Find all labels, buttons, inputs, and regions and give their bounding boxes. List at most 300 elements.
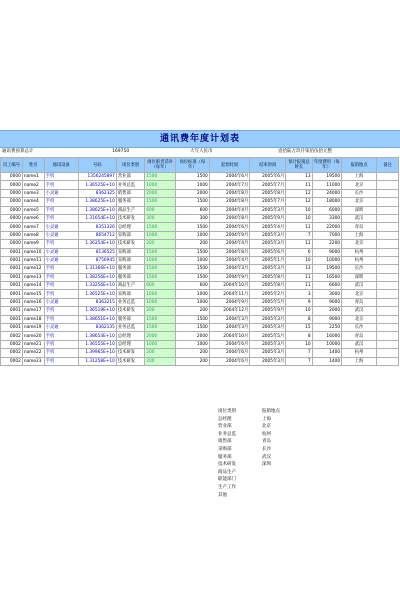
table-cell[interactable]: 8 <box>286 315 312 323</box>
table-cell[interactable]: 9000 <box>312 248 342 256</box>
table-cell[interactable]: 手机 <box>44 173 78 181</box>
table-cell[interactable]: 武汉 <box>342 282 377 290</box>
table-cell[interactable] <box>377 248 399 256</box>
table-cell[interactable]: 6 <box>286 248 312 256</box>
table-cell[interactable]: 长沙 <box>342 265 377 273</box>
table-cell[interactable]: 1500 <box>175 265 209 273</box>
table-cell[interactable]: 北京 <box>342 198 377 206</box>
table-cell[interactable]: 7 <box>286 357 312 365</box>
table-cell[interactable]: name9 <box>22 240 44 248</box>
table-cell[interactable]: 1000 <box>175 290 209 298</box>
table-cell[interactable]: 2005年9月 <box>250 214 286 222</box>
table-cell[interactable]: 杭州 <box>342 349 377 357</box>
table-cell[interactable]: 长沙 <box>342 189 377 197</box>
table-cell[interactable]: 1.38625E+10 <box>78 198 116 206</box>
table-cell[interactable]: 200 <box>145 349 176 357</box>
table-cell[interactable] <box>377 231 399 239</box>
col-header[interactable]: 通讯设备 <box>44 158 78 173</box>
table-cell[interactable]: 11 <box>286 282 312 290</box>
table-cell[interactable]: 青岛 <box>342 223 377 231</box>
table-cell[interactable]: 上海 <box>342 357 377 365</box>
table-cell[interactable]: 2000 <box>175 189 209 197</box>
table-cell[interactable]: name8 <box>22 231 44 239</box>
table-cell[interactable] <box>377 324 399 332</box>
table-cell[interactable] <box>377 223 399 231</box>
table-cell[interactable]: 1000 <box>145 256 176 264</box>
table-cell[interactable]: name23 <box>22 357 44 365</box>
table-cell[interactable]: 11 <box>286 223 312 231</box>
table-cell[interactable]: 手机 <box>44 273 78 281</box>
table-cell[interactable]: 技术研发 <box>116 349 144 357</box>
table-cell[interactable]: 1500 <box>145 315 176 323</box>
table-cell[interactable]: 2004年8月 <box>209 248 249 256</box>
table-cell[interactable]: 0001 <box>1 298 23 306</box>
table-cell[interactable]: 13 <box>286 173 312 181</box>
table-cell[interactable]: 1.38651E+10 <box>78 315 116 323</box>
table-cell[interactable]: 0001 <box>1 307 23 315</box>
col-header[interactable]: 年度费用（每年） <box>312 158 342 173</box>
table-cell[interactable]: name19 <box>22 324 44 332</box>
table-cell[interactable]: 2005年2月 <box>250 290 286 298</box>
table-cell[interactable]: 10 <box>286 214 312 222</box>
table-cell[interactable]: 小灵通 <box>44 223 78 231</box>
table-cell[interactable]: 200 <box>175 240 209 248</box>
table-cell[interactable]: 8 <box>286 332 312 340</box>
table-cell[interactable]: 10 <box>286 256 312 264</box>
table-cell[interactable]: name5 <box>22 206 44 214</box>
table-cell[interactable] <box>377 307 399 315</box>
table-cell[interactable]: 2004年8月 <box>209 198 249 206</box>
table-cell[interactable]: 采购部 <box>116 290 144 298</box>
table-cell[interactable]: 2005年3月 <box>250 206 286 214</box>
table-cell[interactable]: 0001 <box>1 256 23 264</box>
table-cell[interactable]: 杭州 <box>342 248 377 256</box>
table-cell[interactable]: 22000 <box>312 223 342 231</box>
table-cell[interactable]: 北京 <box>342 290 377 298</box>
table-cell[interactable]: name15 <box>22 290 44 298</box>
table-cell[interactable]: 2000 <box>145 189 176 197</box>
table-cell[interactable]: name1 <box>22 173 44 181</box>
table-cell[interactable]: 2005年8月 <box>250 273 286 281</box>
table-cell[interactable]: 1000 <box>145 340 176 348</box>
table-cell[interactable]: 0000 <box>1 198 23 206</box>
table-cell[interactable]: 采购部 <box>116 256 144 264</box>
table-cell[interactable]: 杭州 <box>342 256 377 264</box>
table-cell[interactable]: name22 <box>22 349 44 357</box>
table-cell[interactable]: 10 <box>286 206 312 214</box>
table-cell[interactable]: 深圳 <box>342 206 377 214</box>
table-cell[interactable] <box>377 173 399 181</box>
table-cell[interactable]: 2200 <box>312 240 342 248</box>
table-cell[interactable]: 采购部 <box>116 231 144 239</box>
table-cell[interactable]: 10000 <box>312 256 342 264</box>
col-header[interactable]: 员工编号 <box>1 158 23 173</box>
table-cell[interactable]: 1.31654E+10 <box>78 214 116 222</box>
col-header[interactable]: 报销地点 <box>342 158 377 173</box>
table-cell[interactable]: 0000 <box>1 231 23 239</box>
table-cell[interactable]: 1000 <box>145 290 176 298</box>
table-cell[interactable] <box>377 206 399 214</box>
table-cell[interactable]: 1000 <box>175 340 209 348</box>
col-header[interactable]: 岗位标准（每年） <box>175 158 209 173</box>
table-cell[interactable]: 上海 <box>342 231 377 239</box>
table-cell[interactable]: 手机 <box>44 349 78 357</box>
table-cell[interactable]: 1500 <box>175 173 209 181</box>
table-cell[interactable]: 0001 <box>1 273 23 281</box>
table-cell[interactable]: 200 <box>145 357 176 365</box>
table-cell[interactable]: 手机 <box>44 214 78 222</box>
table-cell[interactable] <box>377 189 399 197</box>
table-cell[interactable]: 手机 <box>44 206 78 214</box>
table-cell[interactable]: 1000 <box>145 298 176 306</box>
table-cell[interactable]: 16000 <box>312 332 342 340</box>
table-cell[interactable]: 1500 <box>175 198 209 206</box>
table-cell[interactable] <box>377 273 399 281</box>
table-cell[interactable]: 2004年12月 <box>209 307 249 315</box>
table-cell[interactable]: 8351326 <box>78 223 116 231</box>
table-cell[interactable]: 0000 <box>1 214 23 222</box>
table-cell[interactable]: name10 <box>22 248 44 256</box>
table-cell[interactable]: 8363215 <box>78 298 116 306</box>
table-cell[interactable]: 2004年6月 <box>209 349 249 357</box>
table-cell[interactable]: 1500 <box>175 315 209 323</box>
table-cell[interactable]: 手机 <box>44 181 78 189</box>
table-cell[interactable]: 2004年6月 <box>209 357 249 365</box>
table-cell[interactable]: 2004年10月 <box>209 282 249 290</box>
table-cell[interactable]: 10 <box>286 307 312 315</box>
table-cell[interactable]: 9000 <box>312 315 342 323</box>
table-cell[interactable]: 8756945 <box>78 256 116 264</box>
table-cell[interactable]: 10000 <box>312 340 342 348</box>
table-cell[interactable]: 业务总监 <box>116 324 144 332</box>
table-cell[interactable]: 600 <box>145 282 176 290</box>
table-cell[interactable] <box>377 256 399 264</box>
table-cell[interactable]: 2004年10月 <box>209 332 249 340</box>
table-cell[interactable]: 青岛 <box>342 298 377 306</box>
table-cell[interactable]: 2004年3月 <box>209 324 249 332</box>
col-header[interactable]: 起始时间 <box>209 158 249 173</box>
table-cell[interactable]: 7 <box>286 349 312 357</box>
table-cell[interactable]: name4 <box>22 198 44 206</box>
table-cell[interactable]: 7 <box>286 231 312 239</box>
table-cell[interactable]: 19500 <box>312 265 342 273</box>
table-cell[interactable]: 采购部 <box>116 248 144 256</box>
col-header[interactable]: 岗位类别 <box>116 158 144 173</box>
table-cell[interactable]: name7 <box>22 223 44 231</box>
table-cell[interactable]: 2004年11月 <box>209 290 249 298</box>
table-cell[interactable]: 18000 <box>312 198 342 206</box>
table-cell[interactable]: 2000 <box>312 307 342 315</box>
table-cell[interactable]: 2005年8月 <box>250 189 286 197</box>
table-cell[interactable]: 2005年3月 <box>250 231 286 239</box>
table-cell[interactable]: 总经理 <box>116 332 144 340</box>
table-cell[interactable]: 手机 <box>44 198 78 206</box>
table-cell[interactable]: 0000 <box>1 173 23 181</box>
table-cell[interactable]: 0001 <box>1 265 23 273</box>
table-cell[interactable]: 小灵通 <box>44 324 78 332</box>
table-cell[interactable]: 200 <box>175 349 209 357</box>
table-cell[interactable]: name20 <box>22 332 44 340</box>
table-cell[interactable]: 2004年8月 <box>209 214 249 222</box>
table-cell[interactable] <box>377 357 399 365</box>
table-cell[interactable]: 2004年6月 <box>209 223 249 231</box>
table-cell[interactable]: 2004年7月 <box>209 181 249 189</box>
table-cell[interactable]: 0000 <box>1 206 23 214</box>
table-cell[interactable]: 0001 <box>1 315 23 323</box>
table-cell[interactable]: 服务部 <box>116 273 144 281</box>
table-cell[interactable]: 2004年6月 <box>209 173 249 181</box>
table-cell[interactable]: 2004年3月 <box>209 265 249 273</box>
table-cell[interactable]: 1000 <box>175 256 209 264</box>
table-cell[interactable]: 1500 <box>175 324 209 332</box>
table-cell[interactable]: 1.38654E+10 <box>78 332 116 340</box>
table-cell[interactable]: 2005年7月 <box>250 198 286 206</box>
table-cell[interactable]: 上海 <box>342 173 377 181</box>
col-header[interactable]: 姓名 <box>22 158 44 173</box>
table-cell[interactable]: 1500 <box>145 223 176 231</box>
table-cell[interactable]: 武汉 <box>342 214 377 222</box>
table-cell[interactable]: name16 <box>22 298 44 306</box>
table-cell[interactable]: 12 <box>286 198 312 206</box>
table-cell[interactable]: 2004年4月 <box>209 256 249 264</box>
table-cell[interactable]: name12 <box>22 265 44 273</box>
col-header[interactable]: 号码 <box>78 158 116 173</box>
table-cell[interactable]: 13 <box>286 265 312 273</box>
table-cell[interactable]: 3 <box>286 290 312 298</box>
table-cell[interactable]: 1500 <box>145 265 176 273</box>
table-cell[interactable]: 2005年3月 <box>250 315 286 323</box>
table-cell[interactable]: 1500 <box>175 273 209 281</box>
table-cell[interactable]: 1.36254E+10 <box>78 240 116 248</box>
table-cell[interactable]: 200 <box>175 307 209 315</box>
table-cell[interactable]: name2 <box>22 181 44 189</box>
table-cell[interactable]: 1000 <box>175 231 209 239</box>
table-cell[interactable]: 业务总监 <box>116 181 144 189</box>
table-cell[interactable]: 3000 <box>312 290 342 298</box>
table-cell[interactable]: 2005年3月 <box>250 349 286 357</box>
table-cell[interactable]: 1.33256E+10 <box>78 282 116 290</box>
table-cell[interactable]: 1000 <box>145 231 176 239</box>
table-cell[interactable] <box>377 290 399 298</box>
table-cell[interactable]: 2005年3月 <box>250 340 286 348</box>
table-cell[interactable]: 1500 <box>175 248 209 256</box>
table-cell[interactable]: 1400 <box>312 357 342 365</box>
table-cell[interactable]: 服务部 <box>116 198 144 206</box>
table-cell[interactable]: 11 <box>286 273 312 281</box>
table-cell[interactable]: name18 <box>22 315 44 323</box>
table-cell[interactable]: 销售部 <box>116 189 144 197</box>
table-cell[interactable]: 200 <box>145 240 176 248</box>
table-cell[interactable]: 9 <box>286 298 312 306</box>
table-cell[interactable]: 1500 <box>145 198 176 206</box>
table-cell[interactable]: 北京 <box>342 181 377 189</box>
table-cell[interactable]: 技术研发 <box>116 357 144 365</box>
table-cell[interactable]: 12 <box>286 189 312 197</box>
table-cell[interactable]: 2004年9月 <box>209 298 249 306</box>
table-cell[interactable]: 技术研发 <box>116 214 144 222</box>
table-cell[interactable]: 1.36525E+10 <box>78 290 116 298</box>
table-cell[interactable]: 2005年1月 <box>250 256 286 264</box>
table-cell[interactable]: 1400 <box>312 349 342 357</box>
col-header[interactable]: 岗位职责话补（每年） <box>145 158 176 173</box>
table-cell[interactable] <box>377 181 399 189</box>
table-cell[interactable]: 武汉 <box>342 340 377 348</box>
table-cell[interactable]: 2004年9月 <box>209 273 249 281</box>
table-cell[interactable]: 商品生产 <box>116 282 144 290</box>
table-cell[interactable]: 小灵通 <box>44 298 78 306</box>
table-cell[interactable]: 1.31258E+10 <box>78 357 116 365</box>
table-cell[interactable] <box>377 198 399 206</box>
table-cell[interactable]: 小灵通 <box>44 189 78 197</box>
table-cell[interactable]: 600 <box>145 206 176 214</box>
table-cell[interactable]: 2004年4月 <box>209 240 249 248</box>
table-cell[interactable]: 16500 <box>312 273 342 281</box>
table-cell[interactable]: 2005年3月 <box>250 240 286 248</box>
table-cell[interactable]: name14 <box>22 282 44 290</box>
table-cell[interactable]: 10 <box>286 340 312 348</box>
table-cell[interactable]: name3 <box>22 189 44 197</box>
table-cell[interactable]: 11000 <box>312 181 342 189</box>
table-cell[interactable]: 青岛 <box>342 332 377 340</box>
table-cell[interactable]: 7000 <box>312 231 342 239</box>
table-cell[interactable]: 600 <box>175 282 209 290</box>
table-cell[interactable] <box>377 315 399 323</box>
table-cell[interactable]: 8654712 <box>78 231 116 239</box>
table-cell[interactable]: 8362135 <box>78 324 116 332</box>
table-cell[interactable]: 手机 <box>44 332 78 340</box>
table-cell[interactable]: 3300 <box>312 214 342 222</box>
table-cell[interactable]: 1.31366E+10 <box>78 265 116 273</box>
table-cell[interactable]: 小灵通 <box>44 256 78 264</box>
col-header[interactable]: 预计报销总时长 <box>286 158 312 173</box>
table-cell[interactable]: 15 <box>286 324 312 332</box>
table-cell[interactable]: 手机 <box>44 290 78 298</box>
table-cell[interactable]: name13 <box>22 273 44 281</box>
table-cell[interactable]: 0001 <box>1 248 23 256</box>
table-cell[interactable]: 1500 <box>145 273 176 281</box>
table-cell[interactable]: 0002 <box>1 357 23 365</box>
table-cell[interactable]: 2005年8月 <box>250 282 286 290</box>
table-cell[interactable]: name17 <box>22 307 44 315</box>
table-cell[interactable]: name11 <box>22 256 44 264</box>
table-cell[interactable]: 业务总监 <box>116 298 144 306</box>
table-cell[interactable]: 1500 <box>145 248 176 256</box>
table-cell[interactable]: 小灵通 <box>44 248 78 256</box>
table-cell[interactable]: 2005年4月 <box>250 223 286 231</box>
table-cell[interactable]: 1500 <box>145 324 176 332</box>
table-cell[interactable]: 手机 <box>44 265 78 273</box>
table-cell[interactable]: 0002 <box>1 340 23 348</box>
table-cell[interactable]: 11 <box>286 181 312 189</box>
table-cell[interactable]: 0000 <box>1 181 23 189</box>
col-header[interactable]: 结束时间 <box>250 158 286 173</box>
table-cell[interactable] <box>377 340 399 348</box>
table-cell[interactable]: 8136525 <box>78 248 116 256</box>
table-cell[interactable]: 0000 <box>1 223 23 231</box>
table-cell[interactable]: 手机 <box>44 240 78 248</box>
table-cell[interactable]: 0001 <box>1 282 23 290</box>
table-cell[interactable]: 总经理 <box>116 223 144 231</box>
table-cell[interactable] <box>377 282 399 290</box>
table-cell[interactable]: 0002 <box>1 349 23 357</box>
table-cell[interactable]: 2000 <box>145 332 176 340</box>
table-cell[interactable]: 1.36525E+10 <box>78 181 116 189</box>
table-cell[interactable]: 11 <box>286 240 312 248</box>
table-cell[interactable]: 2250 <box>312 324 342 332</box>
table-cell[interactable]: 小灵通 <box>44 231 78 239</box>
table-cell[interactable]: 1.38625E+10 <box>78 206 116 214</box>
table-cell[interactable]: 2004年8月 <box>209 189 249 197</box>
table-cell[interactable]: 0002 <box>1 332 23 340</box>
table-cell[interactable]: 0001 <box>1 324 23 332</box>
table-cell[interactable]: 2005年6月 <box>250 173 286 181</box>
table-cell[interactable]: 6000 <box>312 206 342 214</box>
table-cell[interactable]: 2005年3月 <box>250 265 286 273</box>
table-cell[interactable]: 营业部 <box>116 173 144 181</box>
table-cell[interactable]: 9000 <box>312 298 342 306</box>
table-cell[interactable]: 300 <box>145 214 176 222</box>
table-cell[interactable] <box>377 214 399 222</box>
table-cell[interactable]: 2004年4月 <box>209 206 249 214</box>
table-cell[interactable]: 2005年5月 <box>250 298 286 306</box>
table-cell[interactable]: 2005年3月 <box>250 324 286 332</box>
table-cell[interactable]: 1.36519E+10 <box>78 307 116 315</box>
table-cell[interactable]: 2004年3月 <box>209 315 249 323</box>
table-cell[interactable]: 300 <box>175 214 209 222</box>
table-cell[interactable]: 600 <box>175 206 209 214</box>
table-cell[interactable]: 1.39965E+10 <box>78 349 116 357</box>
table-cell[interactable]: 1356245897 <box>78 173 116 181</box>
table-cell[interactable]: 武汉 <box>342 307 377 315</box>
table-cell[interactable]: name6 <box>22 214 44 222</box>
table-cell[interactable]: 手机 <box>44 282 78 290</box>
table-cell[interactable]: 2005年3月 <box>250 357 286 365</box>
table-cell[interactable]: 1.38256E+10 <box>78 273 116 281</box>
table-cell[interactable]: 2005年6月 <box>250 248 286 256</box>
table-cell[interactable]: 2005年7月 <box>250 181 286 189</box>
table-cell[interactable] <box>377 349 399 357</box>
table-cell[interactable]: 北京 <box>342 315 377 323</box>
table-cell[interactable]: 2004年9月 <box>209 231 249 239</box>
table-cell[interactable]: name21 <box>22 340 44 348</box>
table-cell[interactable]: 0000 <box>1 240 23 248</box>
table-cell[interactable]: 1000 <box>175 181 209 189</box>
table-cell[interactable] <box>377 332 399 340</box>
table-cell[interactable]: 2005年9月 <box>250 307 286 315</box>
table-cell[interactable]: 手机 <box>44 315 78 323</box>
table-cell[interactable]: 北京 <box>342 240 377 248</box>
table-cell[interactable]: 总经理 <box>116 340 144 348</box>
table-cell[interactable]: 2005年5月 <box>250 332 286 340</box>
table-cell[interactable]: 0001 <box>1 290 23 298</box>
table-cell[interactable]: 服务部 <box>116 265 144 273</box>
table-cell[interactable]: 技术研发 <box>116 240 144 248</box>
table-cell[interactable]: 2000 <box>175 332 209 340</box>
table-cell[interactable]: 19500 <box>312 173 342 181</box>
table-cell[interactable]: 手机 <box>44 307 78 315</box>
table-cell[interactable]: 24000 <box>312 189 342 197</box>
table-cell[interactable]: 服务部 <box>116 315 144 323</box>
table-cell[interactable]: 2004年6月 <box>209 340 249 348</box>
table-cell[interactable]: 200 <box>175 357 209 365</box>
table-cell[interactable]: 深圳 <box>342 273 377 281</box>
table-cell[interactable]: 6600 <box>312 282 342 290</box>
table-cell[interactable]: 长沙 <box>342 324 377 332</box>
table-cell[interactable]: 技术研发 <box>116 307 144 315</box>
table-cell[interactable]: 1000 <box>175 298 209 306</box>
table-cell[interactable] <box>377 298 399 306</box>
table-cell[interactable]: 200 <box>145 307 176 315</box>
